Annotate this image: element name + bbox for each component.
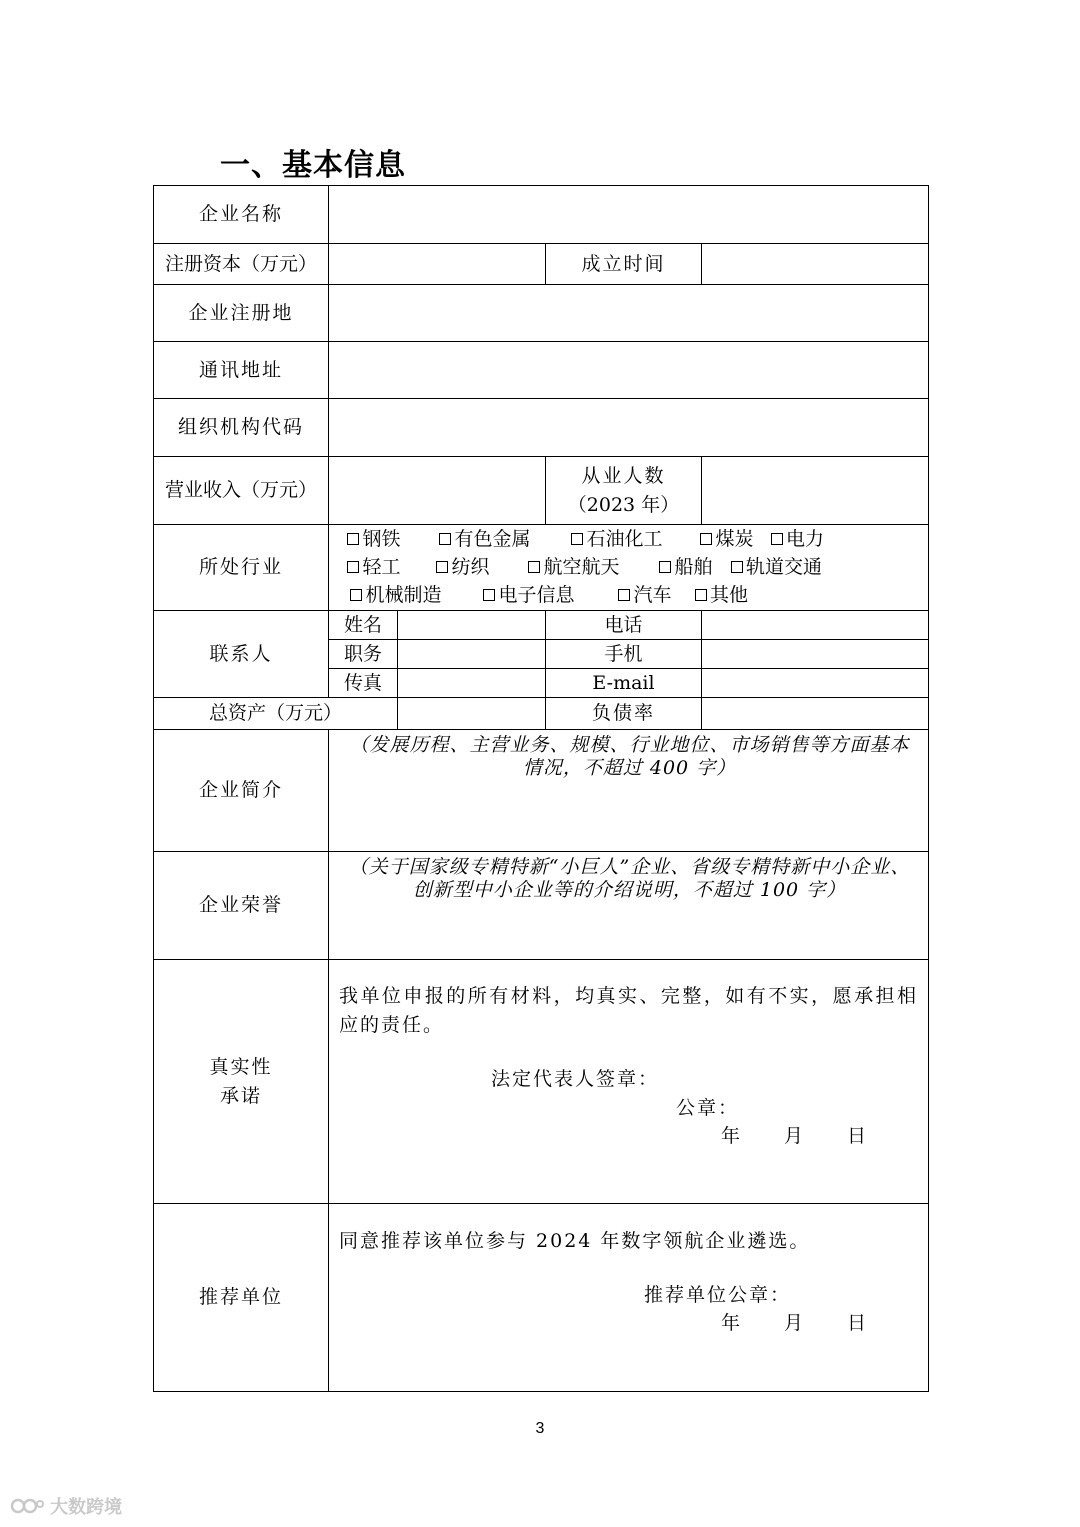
checkbox-icon[interactable]: [528, 561, 540, 573]
industry-option-aerospace[interactable]: 航空航天: [507, 556, 641, 579]
revenue-field[interactable]: [329, 457, 546, 525]
org-code-label: 组织机构代码: [154, 399, 329, 457]
official-seal: 公章：: [676, 1097, 740, 1119]
honors-field[interactable]: （关于国家级专精特新“小巨人”企业、省级专精特新中小企业、创新型中小企业等的介绍说明，不超过 100 字）: [329, 852, 929, 960]
industry-option-machinery[interactable]: 机械制造: [329, 584, 463, 607]
industry-option-rail[interactable]: 轨道交通: [731, 556, 822, 579]
section-heading: 一、基本信息: [220, 148, 406, 183]
contact-email-field[interactable]: [702, 669, 929, 698]
industry-row-1: [329, 526, 928, 554]
industry-option-coal[interactable]: 煤炭: [683, 528, 771, 551]
contact-phone-field[interactable]: [702, 611, 929, 640]
debt-ratio-field[interactable]: [702, 698, 929, 730]
registered-place-field[interactable]: [329, 285, 929, 342]
pledge-content: [329, 960, 929, 1204]
total-assets-label: 总资产（万元）: [154, 698, 398, 730]
registered-capital-field[interactable]: [329, 244, 546, 285]
recommender-label: 推荐单位: [154, 1204, 329, 1392]
industry-option-other[interactable]: 其他: [695, 584, 748, 607]
contact-name-field[interactable]: [398, 611, 546, 640]
pledge-date: 年 月 日: [721, 1125, 869, 1147]
company-name-field[interactable]: [329, 186, 929, 244]
established-date-field[interactable]: [702, 244, 929, 285]
recommender-content: [329, 1204, 929, 1392]
contact-name-label: 姓名: [329, 611, 398, 640]
total-assets-field[interactable]: [398, 698, 546, 730]
checkbox-icon[interactable]: [571, 533, 583, 545]
checkbox-icon[interactable]: [618, 589, 630, 601]
honors-label: 企业荣誉: [154, 852, 329, 960]
industry-option-nonferrous[interactable]: 有色金属: [419, 528, 551, 551]
mailing-address-label: 通讯地址: [154, 342, 329, 399]
industry-option-power[interactable]: 电力: [771, 528, 824, 551]
revenue-label: 营业收入（万元）: [154, 457, 329, 525]
employees-label: [546, 457, 702, 525]
pledge-label-line2: 承诺: [219, 1084, 262, 1107]
mailing-address-field[interactable]: [329, 342, 929, 399]
registered-place-label: 企业注册地: [154, 285, 329, 342]
checkbox-icon[interactable]: [436, 561, 448, 573]
profile-field[interactable]: （发展历程、主营业务、规模、行业地位、市场销售等方面基本情况，不超过 400 字）: [329, 730, 929, 852]
pledge-label-line1: 真实性: [209, 1055, 273, 1078]
contact-mobile-label: 手机: [546, 640, 702, 669]
pledge-label: [154, 960, 329, 1204]
contact-fax-field[interactable]: [398, 669, 546, 698]
industry-option-electronics[interactable]: 电子信息: [463, 584, 595, 607]
industry-option-steel[interactable]: 钢铁: [329, 528, 419, 551]
watermark-logo-icon: [10, 1494, 46, 1518]
page-number: 3: [535, 1420, 545, 1437]
watermark: [10, 1493, 122, 1519]
contact-label: 联系人: [154, 611, 329, 698]
industry-option-textile[interactable]: 纺织: [419, 556, 507, 579]
industry-options: [329, 525, 929, 611]
established-date-label: 成立时间: [546, 244, 702, 285]
basic-info-form: [153, 185, 929, 1392]
profile-label: 企业简介: [154, 730, 329, 852]
recommend-date: 年 月 日: [721, 1312, 869, 1334]
registered-capital-label: 注册资本（万元）: [154, 244, 329, 285]
industry-option-auto[interactable]: 汽车: [595, 584, 695, 607]
debt-ratio-label: 负债率: [546, 698, 702, 730]
company-name-label: 企业名称: [154, 186, 329, 244]
employees-label-line1: 从业人数: [581, 464, 666, 487]
contact-fax-label: 传真: [329, 669, 398, 698]
watermark-text: 大数跨境: [50, 1497, 122, 1518]
contact-email-label: E-mail: [546, 669, 702, 698]
checkbox-icon[interactable]: [695, 589, 707, 601]
contact-phone-label: 电话: [546, 611, 702, 640]
checkbox-icon[interactable]: [731, 561, 743, 573]
recommend-statement: 同意推荐该单位参与 2024 年数字领航企业遴选。: [339, 1230, 811, 1252]
checkbox-icon[interactable]: [350, 589, 362, 601]
employees-field[interactable]: [702, 457, 929, 525]
org-code-field[interactable]: [329, 399, 929, 457]
industry-label: 所处行业: [154, 525, 329, 611]
checkbox-icon[interactable]: [483, 589, 495, 601]
checkbox-icon[interactable]: [659, 561, 671, 573]
contact-position-field[interactable]: [398, 640, 546, 669]
pledge-statement: 我单位申报的所有材料，均真实、完整，如有不实，愿承担相应的责任。: [339, 985, 918, 1036]
legal-rep-signature: 法定代表人签章：: [491, 1068, 660, 1090]
industry-row-2: [329, 554, 928, 582]
industry-option-shipbuilding[interactable]: 船舶: [641, 556, 731, 579]
checkbox-icon[interactable]: [439, 533, 451, 545]
contact-mobile-field[interactable]: [702, 640, 929, 669]
checkbox-icon[interactable]: [347, 533, 359, 545]
checkbox-icon[interactable]: [700, 533, 712, 545]
checkbox-icon[interactable]: [771, 533, 783, 545]
industry-option-petrochemical[interactable]: 石油化工: [551, 528, 683, 551]
recommender-seal: 推荐单位公章：: [644, 1284, 792, 1306]
checkbox-icon[interactable]: [347, 561, 359, 573]
industry-option-light[interactable]: 轻工: [329, 556, 419, 579]
contact-position-label: 职务: [329, 640, 398, 669]
employees-label-line2: （2023 年）: [567, 493, 680, 516]
industry-row-3: [329, 582, 928, 610]
